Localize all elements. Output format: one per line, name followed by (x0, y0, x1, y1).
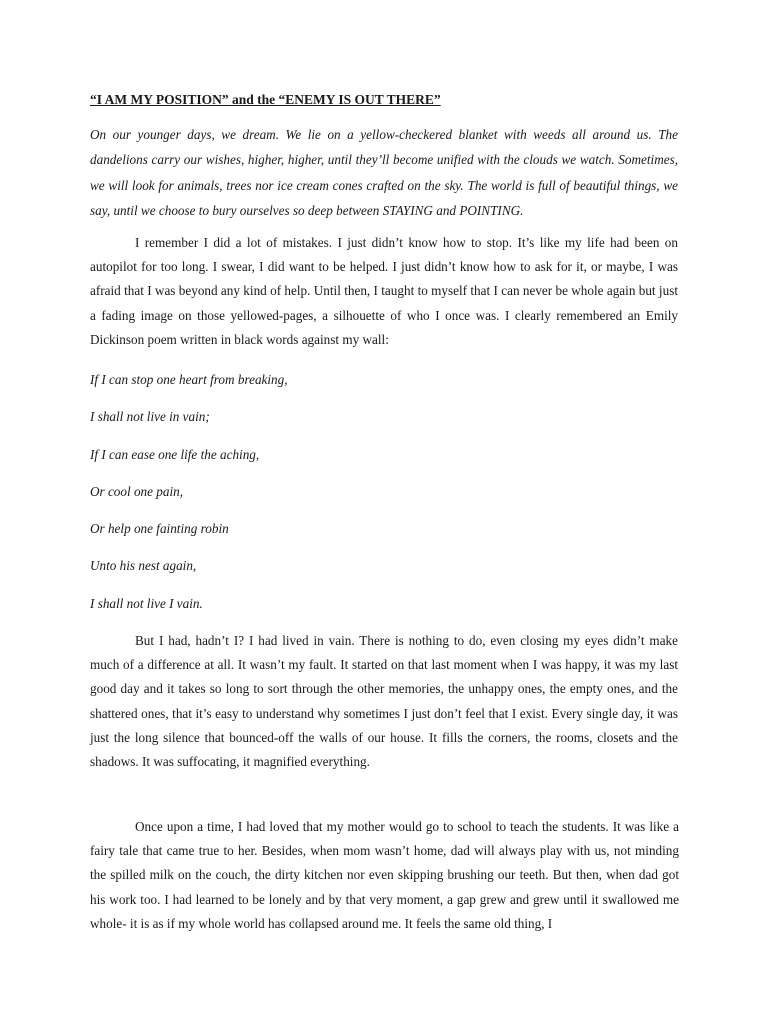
body-paragraph: But I had, hadn’t I? I had lived in vain. There is nothing to do, even closing my eyes didn’t make much of a difference at all. It wasn’t my fault. It started on that last moment when I was happy, it was my last good day and it takes so long to sort through the other memories, the unhappy ones, the empty ones, and the shattered ones, that it’s easy to understand why sometimes I just don’t feel that I exist. Every single day, it was just the long silence that bounced-off the walls of our house. It fills the corners, the rooms, closets and the shadows. It was suffocating, it magnified everything. (90, 633, 678, 770)
poem-line: I shall not live I vain. (90, 596, 203, 611)
poem-line: I shall not live in vain; (90, 409, 210, 424)
poem-line: Unto his nest again, (90, 558, 197, 573)
poem-line: Or cool one pain, (90, 484, 184, 499)
poem-line: If I can ease one life the aching, (90, 447, 260, 462)
poem-line: Or help one fainting robin (90, 521, 229, 536)
intro-paragraph: On our younger days, we dream. We lie on a yellow-checkered blanket with weeds all around us. The dandelions carry our wishes, higher, higher, until they’ll become unified with the clouds we watch. Sometimes, we will look for animals, trees nor ice cream cones crafted on the sky. The world is full of beautiful things, we say, until we choose to bury ourselves so deep between STAYING and POINTING. (90, 127, 678, 218)
document-title: “I AM MY POSITION” and the “ENEMY IS OUT THERE” (90, 92, 441, 107)
body-paragraph: I remember I did a lot of mistakes. I just didn’t know how to stop. It’s like my life had been on autopilot for too long. I swear, I did want to be helped. I just didn’t know how to ask for it, or maybe, I was afraid that I was beyond any kind of help. Until then, I taught to myself that I can never be whole again but just a fading image on those yellowed-pages, a silhouette of who I once was. I clearly remembered an Emily Dickinson poem written in black words against my wall: (90, 235, 678, 347)
body-paragraph: Once upon a time, I had loved that my mother would go to school to teach the students. It was like a fairy tale that came true to her. Besides, when mom wasn’t home, dad will always play with us, not minding the spilled milk on the couch, the dirty kitchen nor even skipping brushing our teeth. But then, when dad got his work too. I had learned to be lonely and by that very moment, a gap grew and grew until it swallowed me whole- it is as if my whole world has collapsed around me. It feels the same old thing, I (90, 819, 679, 931)
poem-line: If I can stop one heart from breaking, (90, 372, 288, 387)
